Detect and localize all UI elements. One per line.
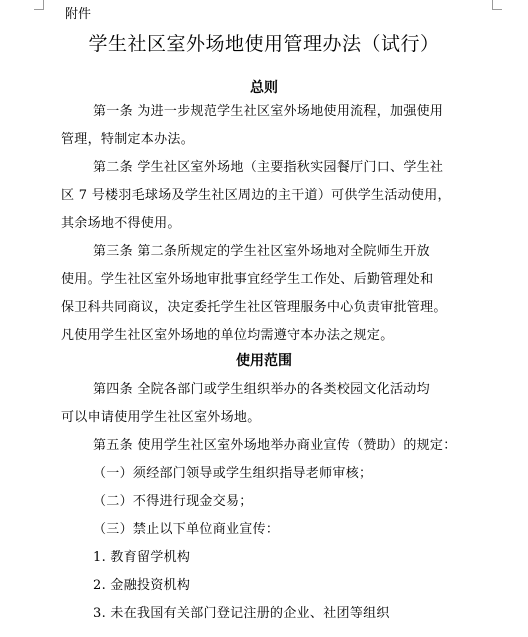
article-5-line-1: 第五条 使用学生社区室外场地举办商业宣传（赞助）的规定： (93, 438, 457, 453)
article-3-line-1: 第三条 第二条所规定的学生社区室外场地对全院师生开放 (93, 244, 430, 259)
article-2-line-3: 其余场地不得使用。 (61, 216, 181, 231)
attachment-label: 附件 (65, 7, 92, 22)
article-1-line-1: 第一条 为进一步规范学生社区室外场地使用流程，加强使用 (93, 104, 444, 119)
article-3-line-3: 保卫科共同商议，决定委托学生社区管理服务中心负责审批管理。 (61, 300, 447, 315)
article-2-line-1: 第二条 学生社区室外场地（主要指秋实园餐厅门口、学生社 (93, 160, 444, 175)
article-5-item-1: （一）须经部门领导或学生组织指导老师审核； (93, 466, 373, 481)
article-4-line-1: 第四条 全院各部门或学生组织举办的各类校园文化活动均 (93, 382, 430, 397)
page-corner-mark-left (34, 0, 44, 10)
article-5-item-3: （三）禁止以下单位商业宣传： (93, 522, 280, 537)
article-5-subitem-3: 3. 未在我国有关部门登记注册的企业、社团等组织 (93, 606, 390, 621)
article-5-item-2: （二）不得进行现金交易； (93, 494, 253, 509)
document-title: 学生社区室外场地使用管理办法（试行） (88, 33, 440, 55)
page-corner-mark-right (492, 0, 502, 10)
section-heading-general: 总则 (250, 80, 278, 96)
article-1-line-2: 管理，特制定本办法。 (61, 132, 195, 147)
article-2-line-2: 区 7 号楼羽毛球场及学生社区周边的主干道）可供学生活动使用， (61, 188, 451, 203)
article-3-line-4: 凡使用学生社区室外场地的单位均需遵守本办法之规定。 (61, 328, 394, 343)
article-5-subitem-2: 2. 金融投资机构 (93, 578, 191, 593)
article-4-line-2: 可以申请使用学生社区室外场地。 (61, 410, 261, 425)
section-heading-scope: 使用范围 (236, 353, 292, 369)
article-3-line-2: 使用。学生社区室外场地审批事宜经学生工作处、后勤管理处和 (61, 272, 434, 287)
article-5-subitem-1: 1. 教育留学机构 (93, 550, 191, 565)
